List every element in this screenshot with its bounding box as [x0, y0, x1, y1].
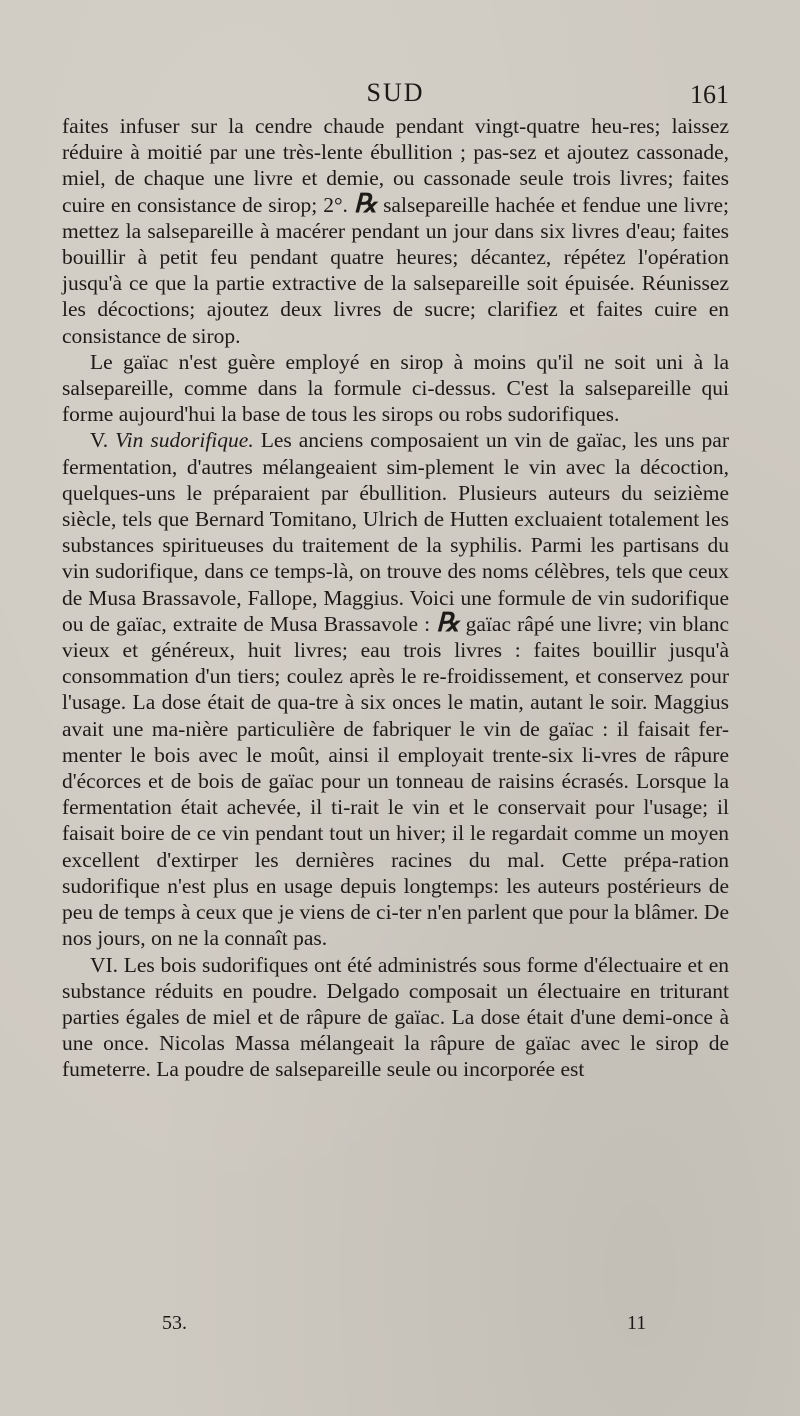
paragraph-vin-sudorifique	[62, 427, 729, 951]
recipe-symbol-icon: ℞	[436, 607, 460, 637]
paragraph-electuaire	[62, 952, 729, 1083]
body-text	[62, 113, 729, 1083]
paragraph-text: Les anciens composaient un vin de gaïac, les uns par fermentation, d'autres mélangeaient sim-plement le vin avec la décoction, quelques-uns le préparaient par ébullition. Plusieurs auteurs du seizième siècle, tels que Bernard Tomitano, Ulrich de Hutten excluaient totalement les substances spiritueuses du traitement de la syphilis. Parmi les partisans du vin sudorifique, dans ce temps-là, on trouve des noms célèbres, tels que ceux de Musa Brassavole, Fallope, Maggius. Voici une formule de vin sudorifique ou de gaïac, extraite de Musa Brassavole :	[62, 428, 729, 636]
paragraph-gaiac-syrup: Le gaïac n'est guère employé en sirop à moins qu'il ne soit uni à la salsepareille, comme dans la formule ci-dessus. C'est la salsepareille qui forme aujourd'hui la base de tous les sirops ou robs sudorifiques.	[62, 349, 729, 427]
page-number: 161	[690, 80, 729, 109]
section-number: V.	[90, 428, 116, 453]
section-title: Vin sudorifique.	[115, 428, 254, 453]
page-header	[62, 78, 729, 112]
paragraph-text: faites infuser sur la cendre chaude pendant vingt-quatre heu-res; laissez réduire à moitié par une très-lente ébullition ; pas-sez et ajoutez cassonade, miel, de chaque une livre et demie, ou cassonade seule trois livres; faites cuire en consistance de sirop; 2°.	[62, 114, 729, 217]
paragraph-syrup-recipe	[62, 113, 729, 349]
page-footer	[62, 1312, 729, 1340]
recipe-symbol-icon: ℞	[353, 188, 378, 218]
signature-mark: 11	[627, 1312, 647, 1334]
section-number: VI.	[90, 952, 124, 977]
running-head: SUD	[366, 78, 425, 107]
paragraph-text: gaïac râpé une livre; vin blanc vieux et généreux, huit livres; eau trois livres : faites bouillir jusqu'à consommation d'un tiers; coulez après le re-froidissement, et conservez pour l'usage. La dose était de qua-tre à six onces le matin, autant le soir. Maggius avait une ma-nière particulière de fabriquer le vin de gaïac : il faisait fer-menter le bois avec le moût, ainsi il employait trente-six li-vres de râpure d'écorces et de bois de gaïac pour un tonneau de raisins écrasés. Lorsque la fermentation était achevée, il ti-rait le vin et le conservait pour l'usage; il faisait boire de ce vin pendant tout un hiver; il le regardait comme un moyen excellent d'extirper les dernières racines du mal. Cette prépa-ration sudorifique n'est plus en usage depuis longtemps: les auteurs postérieurs de peu de temps à ceux que je viens de ci-ter n'en parlent que pour la blâmer. De nos jours, on ne la connaît pas.	[62, 611, 729, 951]
paragraph-text: salsepareille hachée et fendue une livre; mettez la salsepareille à macérer pendant un jour dans six livres d'eau; faites bouillir à petit feu pendant quatre heures; décantez, répétez l'opération jusqu'à ce que la partie extractive de la salsepareille soit épuisée. Réunissez les décoctions; ajoutez deux livres de sucre; clarifiez et faites cuire en consistance de sirop.	[62, 192, 729, 348]
paragraph-text: Les bois sudorifiques ont été administrés sous forme d'électuaire et en substance réduits en poudre. Delgado composait un électuaire en triturant parties égales de miel et de râpure de gaïac. La dose était d'une demi-once à une once. Nicolas Massa mélangeait la râpure de gaïac avec le sirop de fumeterre. La poudre de salsepareille seule ou incorporée est	[62, 952, 729, 1082]
signature-number: 53.	[162, 1312, 187, 1334]
